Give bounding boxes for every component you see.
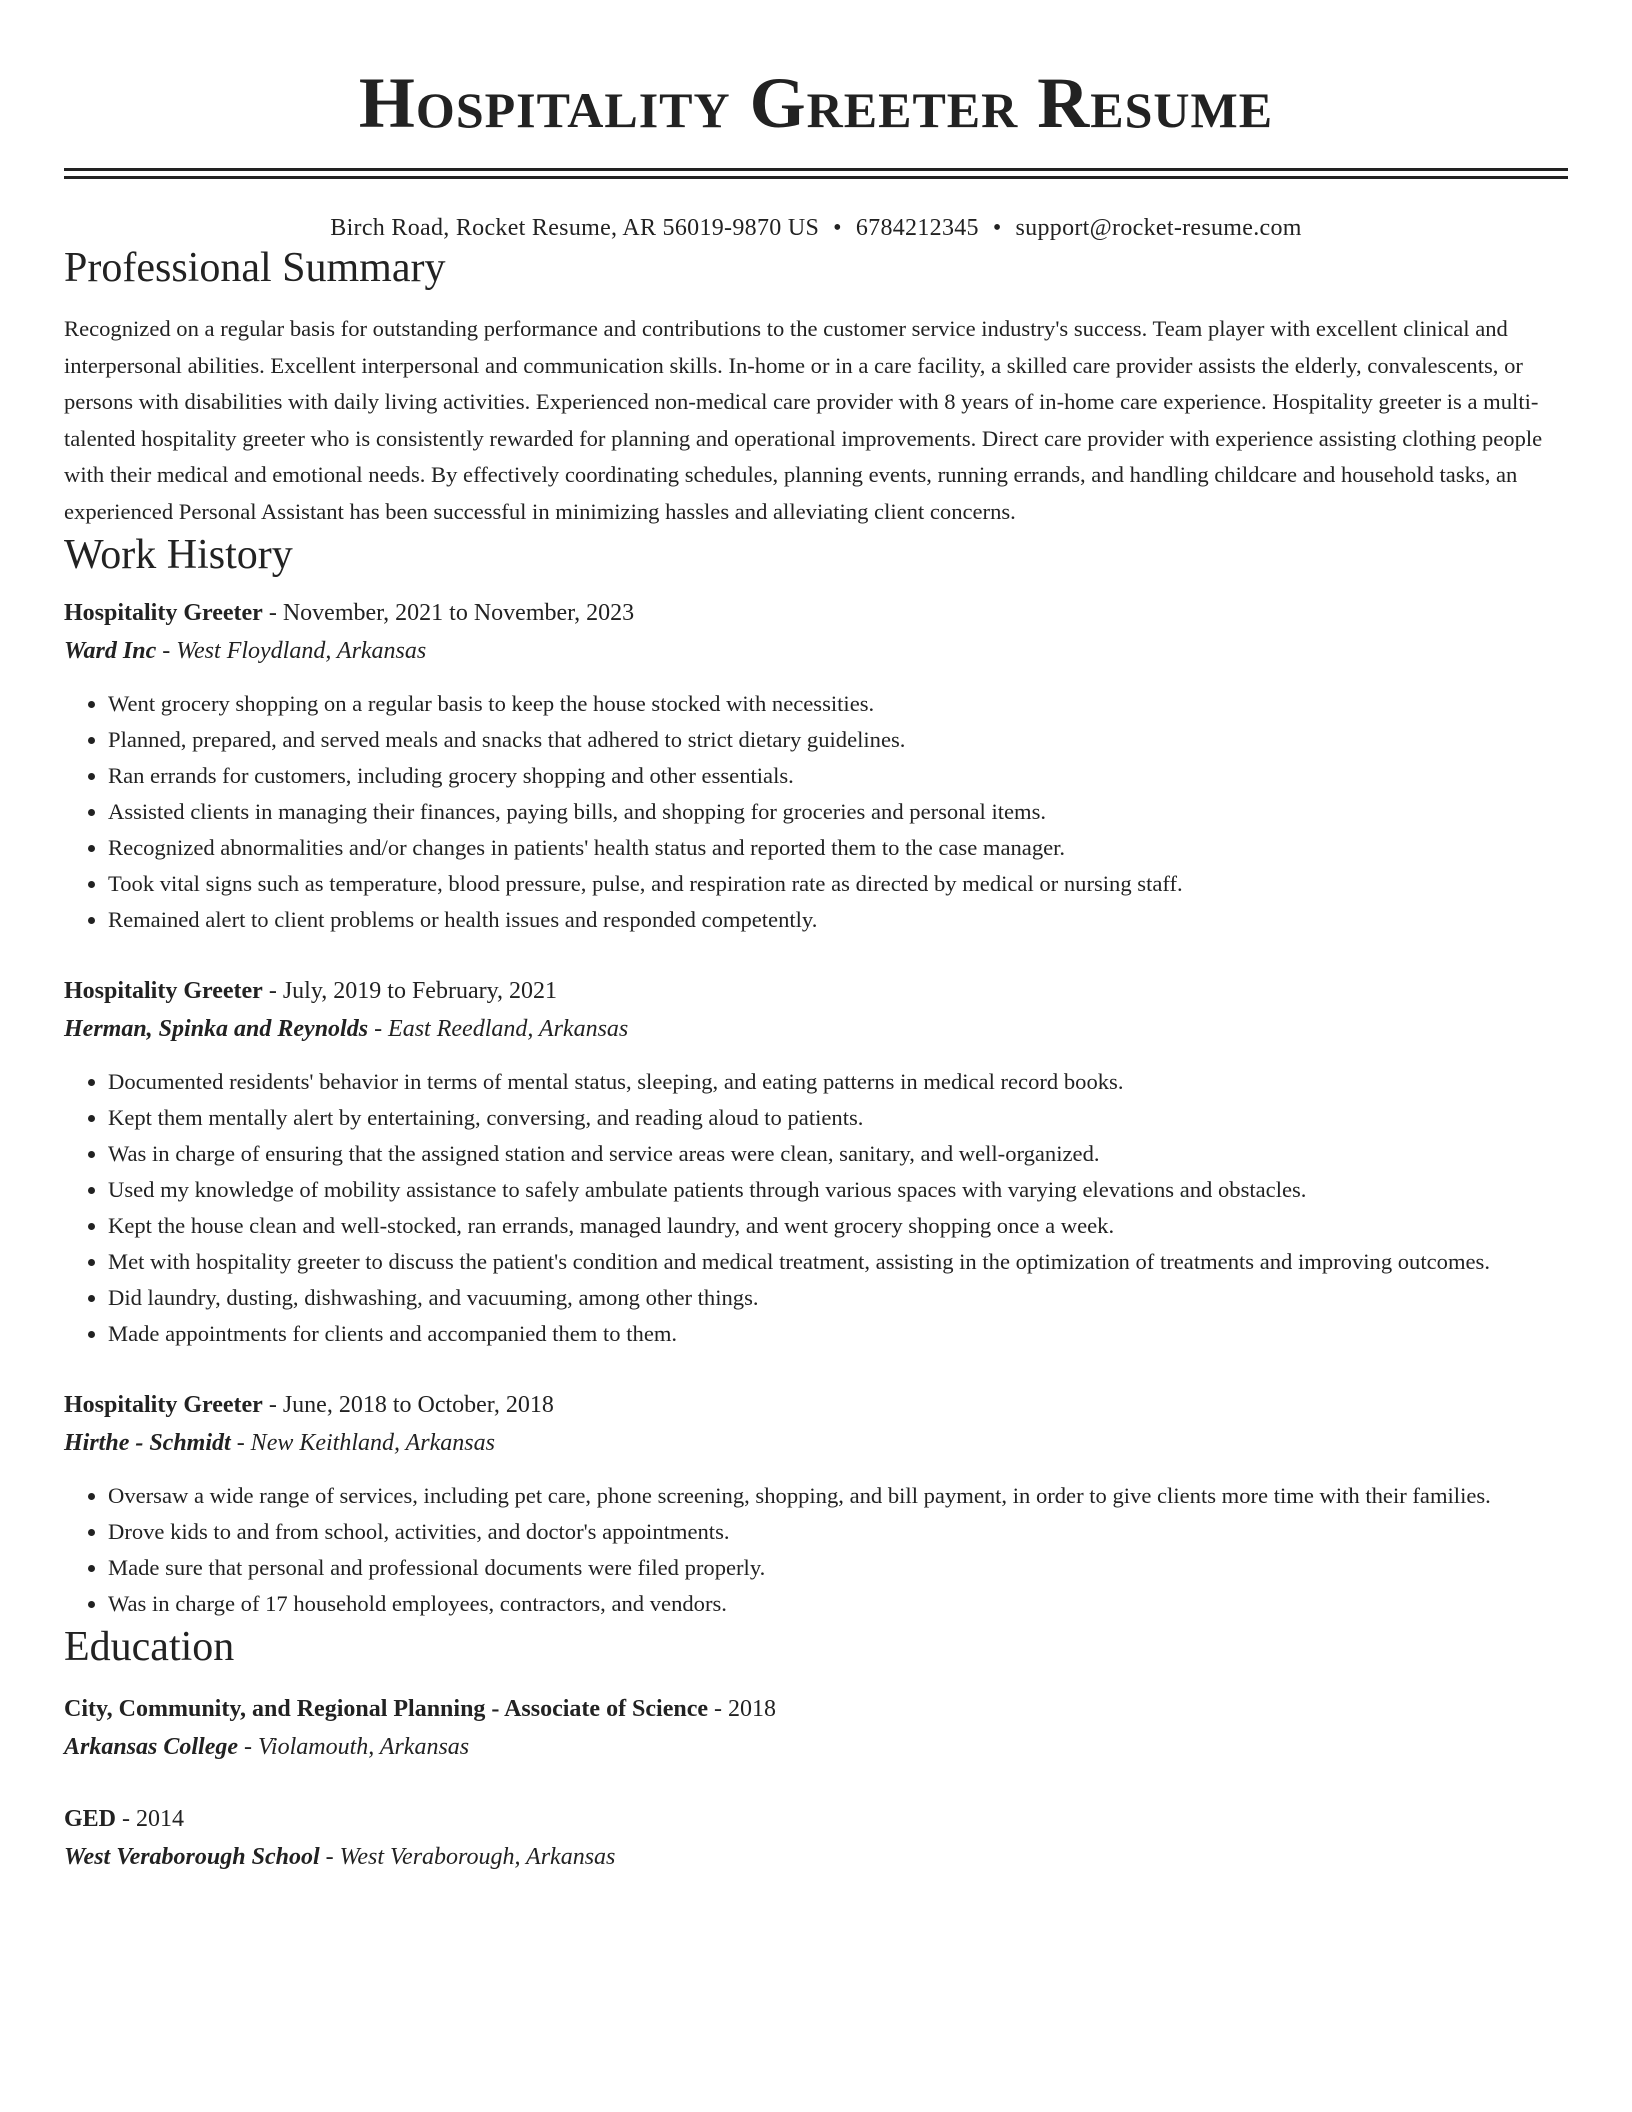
school-name: Arkansas College bbox=[64, 1734, 239, 1760]
company-name: Herman, Spinka and Reynolds bbox=[64, 1016, 369, 1042]
job-header bbox=[64, 1386, 1568, 1424]
company-location: - New Keithland, Arkansas bbox=[230, 1430, 495, 1456]
list-item: • Kept the house clean and well-stocked, ran errands, managed laundry, and went grocery shopping once a week. bbox=[108, 1208, 1568, 1244]
job-title: Hospitality Greeter bbox=[64, 600, 263, 626]
list-item: • Did laundry, dusting, dishwashing, and vacuuming, among other things. bbox=[108, 1280, 1568, 1316]
company-name: Hirthe - Schmidt bbox=[64, 1430, 231, 1456]
list-item: • Assisted clients in managing their finances, paying bills, and shopping for groceries and personal items. bbox=[108, 794, 1568, 830]
list-item: • Made appointments for clients and accompanied them to them. bbox=[108, 1316, 1568, 1352]
list-item: • Planned, prepared, and served meals and snacks that adhered to strict dietary guidelines. bbox=[108, 722, 1568, 758]
title-divider bbox=[64, 168, 1568, 179]
job-employer bbox=[64, 1424, 1568, 1462]
contact-email: support@rocket-resume.com bbox=[1015, 215, 1302, 241]
education-entry bbox=[64, 1800, 1568, 1876]
job-entry bbox=[64, 594, 1568, 938]
list-item: • Oversaw a wide range of services, including pet care, phone screening, shopping, and bill payment, in order to give clients more time with their families. bbox=[108, 1478, 1568, 1514]
job-dates: - June, 2018 to October, 2018 bbox=[262, 1392, 554, 1418]
job-dates: - July, 2019 to February, 2021 bbox=[262, 978, 558, 1004]
company-location: - West Floydland, Arkansas bbox=[156, 638, 427, 664]
contact-address: Birch Road, Rocket Resume, AR 56019-9870 US bbox=[330, 215, 820, 241]
list-item: • Drove kids to and from school, activities, and doctor's appointments. bbox=[108, 1514, 1568, 1550]
education-entry bbox=[64, 1690, 1568, 1766]
list-item: • Went grocery shopping on a regular basis to keep the house stocked with necessities. bbox=[108, 686, 1568, 722]
list-item: • Was in charge of ensuring that the assigned station and service areas were clean, sanitary, and well-organized. bbox=[108, 1136, 1568, 1172]
graduation-year: - 2018 bbox=[708, 1696, 777, 1722]
job-dates: - November, 2021 to November, 2023 bbox=[262, 600, 635, 626]
job-entry bbox=[64, 972, 1568, 1352]
list-item: • Recognized abnormalities and/or changes in patients' health status and reported them to the case manager. bbox=[108, 830, 1568, 866]
list-item: • Kept them mentally alert by entertaining, conversing, and reading aloud to patients. bbox=[108, 1100, 1568, 1136]
bullet-separator: • bbox=[833, 215, 842, 241]
job-title: Hospitality Greeter bbox=[64, 1392, 263, 1418]
job-employer bbox=[64, 632, 1568, 670]
list-item: • Documented residents' behavior in terms of mental status, sleeping, and eating patterns in medical record books. bbox=[108, 1064, 1568, 1100]
education-school bbox=[64, 1838, 1568, 1876]
list-item: • Took vital signs such as temperature, blood pressure, pulse, and respiration rate as directed by medical or nursing staff. bbox=[108, 866, 1568, 902]
job-header bbox=[64, 594, 1568, 632]
education-header bbox=[64, 1800, 1568, 1838]
list-item: • Made sure that personal and professional documents were filed properly. bbox=[108, 1550, 1568, 1586]
contact-line bbox=[64, 213, 1568, 243]
company-name: Ward Inc bbox=[64, 638, 157, 664]
list-item: • Ran errands for customers, including grocery shopping and other essentials. bbox=[108, 758, 1568, 794]
graduation-year: - 2014 bbox=[116, 1806, 185, 1832]
school-location: - Violamouth, Arkansas bbox=[238, 1734, 470, 1760]
degree-name: City, Community, and Regional Planning - Associate of Science bbox=[64, 1696, 709, 1722]
job-header bbox=[64, 972, 1568, 1010]
section-heading-education: Education bbox=[64, 1624, 235, 1670]
duty-list bbox=[64, 1064, 1568, 1352]
section-heading-work-history: Work History bbox=[64, 532, 293, 578]
list-item: • Was in charge of 17 household employees, contractors, and vendors. bbox=[108, 1586, 1568, 1622]
company-location: - East Reedland, Arkansas bbox=[368, 1016, 629, 1042]
school-name: West Veraborough School bbox=[64, 1844, 320, 1870]
section-heading-summary: Professional Summary bbox=[64, 245, 446, 291]
education-school bbox=[64, 1728, 1568, 1766]
duty-list bbox=[64, 686, 1568, 938]
school-location: - West Veraborough, Arkansas bbox=[319, 1844, 616, 1870]
bullet-separator: • bbox=[992, 215, 1002, 241]
summary-paragraph: Recognized on a regular basis for outstanding performance and contributions to the customer service industry's success. Team player with excellent clinical and interpersonal abilities. Excellent interpersonal and communication skills. In-home or in a care facility, a skilled care provider assists the elderly, convalescents, or persons with disabilities with daily living activities. Experienced non-medical care provider with 8 years of in-home care experience. Hospitality greeter is a multi-talented hospitality greeter who is consistently rewarded for planning and operational improvements. Direct care provider with experience assisting clothing people with their medical and emotional needs. By effectively coordinating schedules, planning events, running errands, and handling childcare and household tasks, an experienced Personal Assistant has been successful in minimizing hassles and alleviating client concerns. bbox=[64, 316, 1543, 524]
education-header bbox=[64, 1690, 1568, 1728]
list-item: • Remained alert to client problems or health issues and responded competently. bbox=[108, 902, 1568, 938]
duty-list bbox=[64, 1478, 1568, 1622]
job-title: Hospitality Greeter bbox=[64, 978, 263, 1004]
contact-phone: 6784212345 bbox=[855, 215, 979, 241]
job-employer bbox=[64, 1010, 1568, 1048]
list-item: • Used my knowledge of mobility assistance to safely ambulate patients through various spaces with varying elevations and obstacles. bbox=[108, 1172, 1568, 1208]
page-title: Hospitality Greeter Resume bbox=[358, 63, 1274, 143]
list-item: • Met with hospitality greeter to discuss the patient's condition and medical treatment, assisting in the optimization of treatments and improving outcomes. bbox=[108, 1244, 1568, 1280]
degree-name: GED bbox=[64, 1806, 117, 1832]
job-entry bbox=[64, 1386, 1568, 1622]
